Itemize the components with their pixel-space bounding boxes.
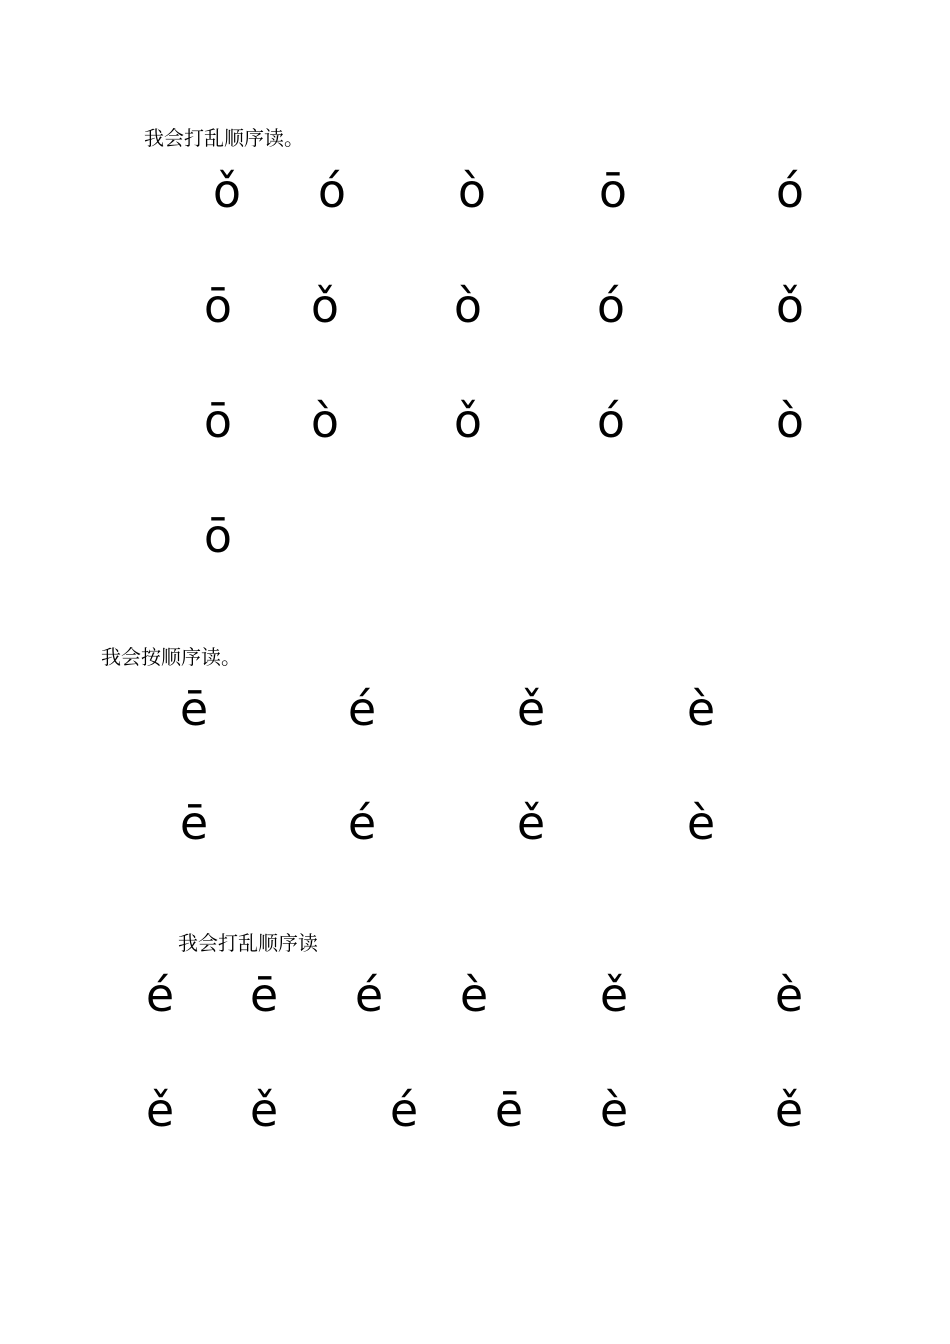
e-letter: è bbox=[459, 968, 489, 1022]
e-letter: é bbox=[145, 968, 175, 1022]
e-letter: ě bbox=[774, 1083, 804, 1137]
o-letter: ō bbox=[203, 394, 233, 448]
e-letter: é bbox=[354, 968, 384, 1022]
e-letter: ě bbox=[516, 796, 546, 850]
e-letter: é bbox=[389, 1083, 419, 1137]
e-letter: é bbox=[347, 796, 377, 850]
o-letter: ó bbox=[775, 164, 805, 218]
o-letter: ǒ bbox=[453, 394, 483, 448]
o-letter: ò bbox=[310, 394, 340, 448]
o-letter: ō bbox=[598, 164, 628, 218]
o-letter: ò bbox=[775, 394, 805, 448]
e-letter: ē bbox=[179, 682, 209, 736]
o-letter: ò bbox=[453, 279, 483, 333]
o-letter: ǒ bbox=[212, 164, 242, 218]
o-letter: ō bbox=[203, 509, 233, 563]
e-letter: ē bbox=[179, 796, 209, 850]
o-letter: ǒ bbox=[310, 279, 340, 333]
e-letter: è bbox=[686, 796, 716, 850]
e-letter: è bbox=[686, 682, 716, 736]
e-letter: ě bbox=[145, 1083, 175, 1137]
o-letter: ó bbox=[596, 394, 626, 448]
o-letter: ō bbox=[203, 279, 233, 333]
o-letter: ǒ bbox=[775, 279, 805, 333]
e-letter: é bbox=[347, 682, 377, 736]
e-letter: ě bbox=[599, 968, 629, 1022]
e-letter: ē bbox=[249, 968, 279, 1022]
o-letter: ó bbox=[596, 279, 626, 333]
e-letter: è bbox=[774, 968, 804, 1022]
section-3-label: 我会打乱顺序读 bbox=[178, 931, 318, 955]
o-letter: ó bbox=[317, 164, 347, 218]
e-letter: ě bbox=[516, 682, 546, 736]
e-letter: ē bbox=[494, 1083, 524, 1137]
e-letter: ě bbox=[249, 1083, 279, 1137]
section-1-label: 我会打乱顺序读。 bbox=[144, 126, 304, 150]
section-2-label: 我会按顺序读。 bbox=[101, 645, 241, 669]
o-letter: ò bbox=[457, 164, 487, 218]
e-letter: è bbox=[599, 1083, 629, 1137]
